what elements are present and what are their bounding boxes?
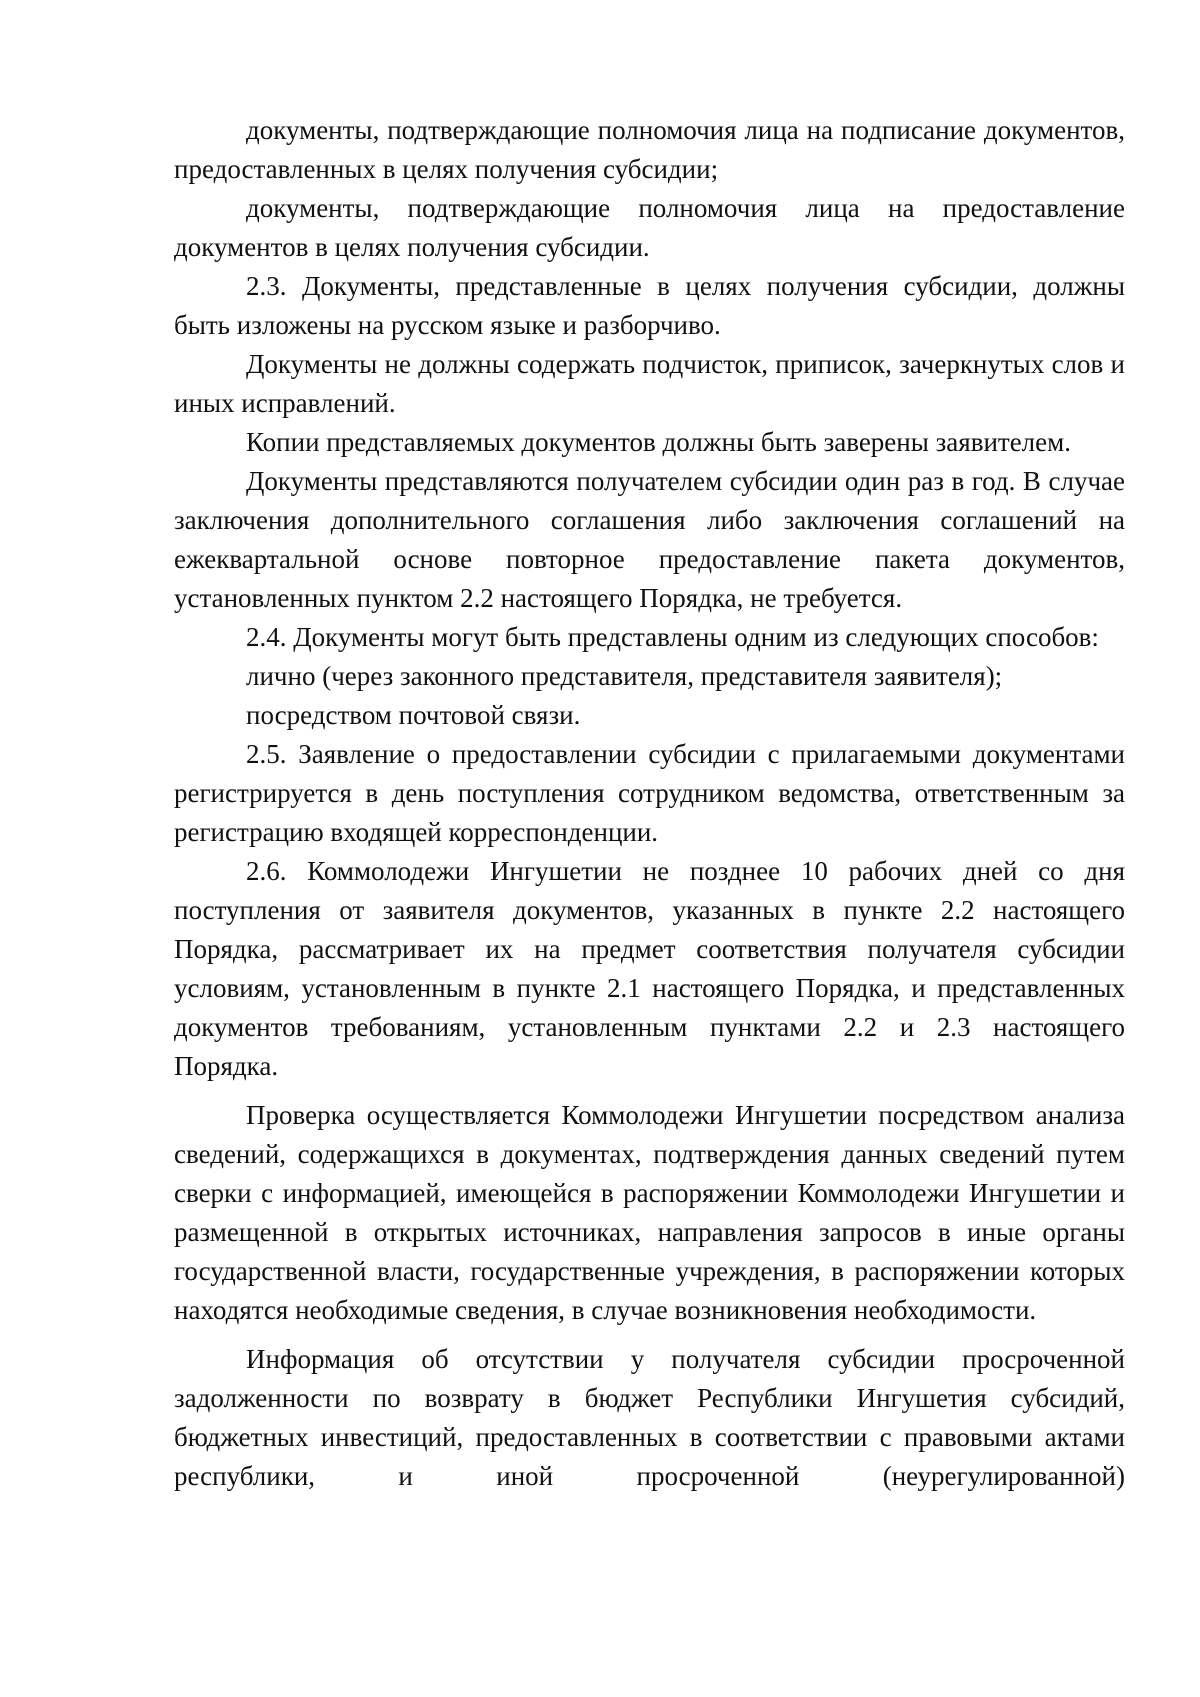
- paragraph-2-6-review: 2.6. Коммолодежи Ингушетии не позднее 10 рабочих дней со дня поступления от заявителя документов, указанных в пункте 2.2 настоящего Порядка, рассматривает их на предмет соответствия получателя субсидии условиям, установленным в пункте 2.1 настоящего Порядка, и представленных документов требованиям, установленным пунктами 2.2 и 2.3 настоящего Порядка.: [174, 856, 1125, 1081]
- paragraph-method-mail: посредством почтовой связи.: [246, 700, 581, 730]
- paragraph-debt-information: Информация об отсутствии у получателя субсидии просроченной задолженности по возврату в бюджет Республики Ингушетия субсидий, бюджетных инвестиций, предоставленных в соответствии с правовыми актами республики, и иной просроченной (неурегулированной): [174, 1344, 1125, 1491]
- paragraph-2-3-language: 2.3. Документы, представленные в целях получения субсидии, должны быть изложены на русском языке и разборчиво.: [174, 271, 1125, 340]
- paragraph-verification: Проверка осуществляется Коммолодежи Ингушетии посредством анализа сведений, содержащихся в документах, подтверждения данных сведений путем сверки с информацией, имеющейся в распоряжении Коммолодежи Ингушетии и размещенной в открытых источниках, направления запросов в иные органы государственной власти, государственные учреждения, в распоряжении которых находятся необходимые сведения, в случае возникновения необходимости.: [174, 1100, 1125, 1325]
- paragraph-method-in-person: лично (через законного представителя, представителя заявителя);: [246, 661, 1003, 691]
- paragraph-authority-signing: документы, подтверждающие полномочия лица на подписание документов, предоставленных в целях получения субсидии;: [174, 115, 1125, 184]
- paragraph-once-per-year: Документы представляются получателем субсидии один раз в год. В случае заключения дополнительного соглашения либо заключения соглашений на ежеквартальной основе повторное предоставление пакета документов, установленных пунктом 2.2 настоящего Порядка, не требуется.: [174, 466, 1125, 613]
- paragraph-2-5-registration: 2.5. Заявление о предоставлении субсидии с прилагаемыми документами регистрируется в день поступления сотрудником ведомства, ответственным за регистрацию входящей корреспонденции.: [174, 739, 1125, 847]
- document-body: [174, 111, 1125, 1496]
- paragraph-authority-submission: документы, подтверждающие полномочия лица на предоставление документов в целях получения субсидии.: [174, 193, 1125, 262]
- paragraph-no-corrections: Документы не должны содержать подчисток, приписок, зачеркнутых слов и иных исправлений.: [174, 349, 1125, 418]
- paragraph-2-4-methods: 2.4. Документы могут быть представлены одним из следующих способов:: [246, 622, 1099, 652]
- paragraph-copies-certified: Копии представляемых документов должны быть заверены заявителем.: [246, 427, 1071, 457]
